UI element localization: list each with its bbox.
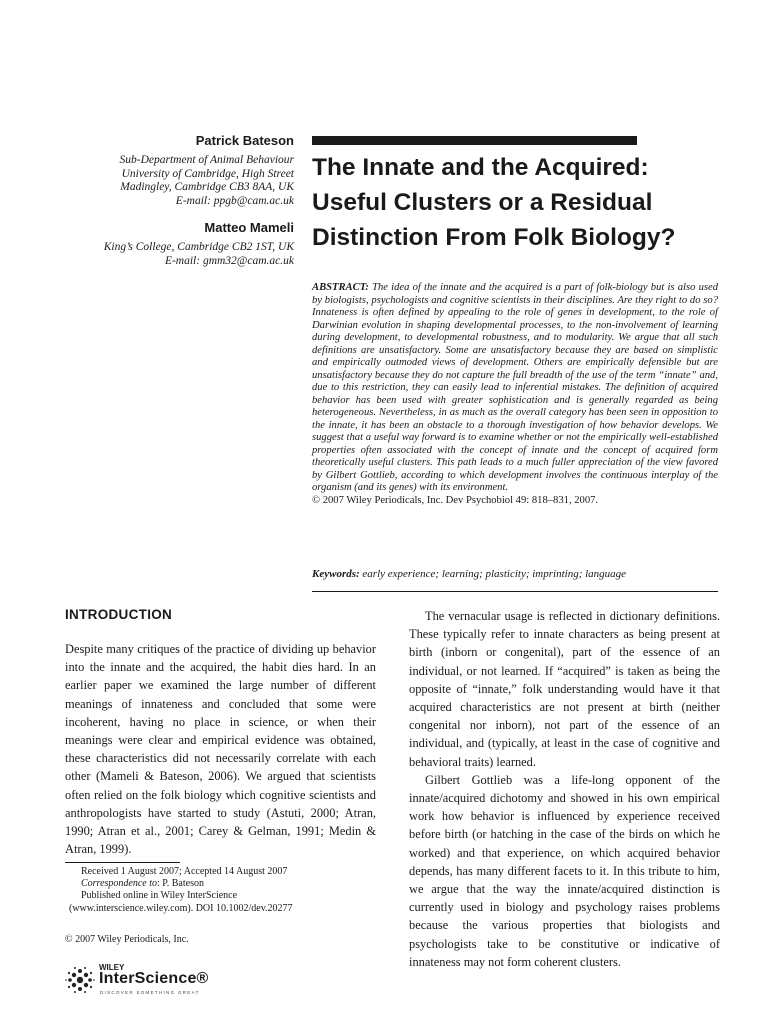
- logo-interscience-text: InterScience®: [99, 970, 209, 987]
- publisher-logo: [65, 963, 245, 997]
- footnote-doi: (www.interscience.wiley.com). DOI 10.1002/dev.20277: [69, 902, 293, 914]
- right-column: [409, 607, 720, 971]
- title-line: The Innate and the Acquired:: [312, 154, 649, 181]
- author-affiliation-line: Madingley, Cambridge CB3 8AA, UK: [120, 181, 294, 193]
- body-paragraph: The vernacular usage is reflected in dictionary definitions. These typically refer to innate characters as being present at birth (inborn or congenital), part of the essence of an individual, or not learned. If “acquired” is taken as being the opposite of “innate,” folk understanding would have it that acquired characteristics are not present at birth (neither congenital nor inborn), not part of the essence of an individual, and (typically, at least in the case of cognitive and behavioral traits) learned.: [409, 609, 720, 769]
- footnote-correspondence: [65, 878, 376, 890]
- author-name: Matteo Mameli: [204, 220, 294, 235]
- author-affiliation-line: University of Cambridge, High Street: [121, 167, 294, 180]
- author-2: [34, 220, 294, 268]
- title-line: Distinction From Folk Biology?: [312, 224, 676, 251]
- footnote: [65, 866, 376, 915]
- abstract-text: The idea of the innate and the acquired is a part of folk-biology but is also used by biologists, psychologists and cognitive scientists in their disciplines. Are they right to do so? Innateness is often defined by appealing to the role of genes in development, to the role of Darwinian evolution in shaping developmental processes, to the non-involvement of learning during development, to developmental robustness, and to modularity. We argue that all such definitions are unsatisfactory. Some are unsatisfactory because they are based on simplistic and empirically outmoded views of development. Others are empirically defensible but are unsatisfactory because they do not capture the full breadth of the use of the term “innate” and, due to this restriction, they can easily lead to inferential mistakes. The definition of acquired behavior has been used with greater sophistication and is generally regarded as being heterogeneous. Nevertheless, in as much as the overall category has been seen in opposition to the innate, it has been an obstacle to a thorough investigation of how behavior develops. We suggest that a useful way forward is to examine whether or not the empirically well-established properties often associated with the concept of innate and the concept of acquired form theoretically useful clusters. This path leads to a much fuller appreciation of the view favored by Gilbert Gottlieb, according to which development involves the continuous interplay of the organism (and its genes) with its environment.: [312, 282, 718, 493]
- keywords-text: early experience; learning; plasticity; imprinting; language: [362, 568, 627, 580]
- dot-sphere-icon: [65, 965, 97, 995]
- author-email: E-mail: gmm32@cam.ac.uk: [164, 254, 294, 267]
- footnote-rule: [65, 862, 180, 863]
- logo-tagline: DISCOVER SOMETHING GREAT: [100, 990, 200, 995]
- footnote-correspondence-value: : P. Bateson: [157, 878, 204, 890]
- section-heading: INTRODUCTION: [65, 607, 173, 622]
- logo-wiley-text: WILEY: [99, 963, 125, 972]
- author-1: [34, 133, 294, 208]
- title-line: Useful Clusters or a Residual: [312, 189, 653, 216]
- body-paragraph: Gilbert Gottlieb was a life-long opponent of the innate/acquired dichotomy and showed in his own empirical work how behavior is influenced by experience received before birth (or hatching in the case of the birds on which he worked) and that experience, on which acquired behavior depends, has many different facets to it. In this tribute to him, we argue that the way the innate/acquired distinction is currently used in biology and psychology raises problems because the various properties that biologists and psychologists take to be constitutive or indicative of innateness may not form coherent clusters.: [409, 772, 720, 969]
- footnote-received: Received 1 August 2007; Accepted 14 August 2007: [81, 866, 288, 877]
- author-affiliation-line: King’s College, Cambridge CB2 1ST, UK: [103, 241, 294, 253]
- title-rule: [312, 136, 637, 145]
- abstract-label: ABSTRACT:: [312, 282, 369, 293]
- author-affiliation-line: Sub-Department of Animal Behaviour: [119, 154, 294, 166]
- page-copyright: © 2007 Wiley Periodicals, Inc.: [65, 934, 189, 945]
- author-email: E-mail: ppgb@cam.ac.uk: [175, 194, 294, 207]
- keywords: [312, 568, 732, 580]
- author-block: [34, 133, 294, 268]
- keywords-label: Keywords:: [312, 568, 360, 580]
- footnote-published: Published online in Wiley InterScience: [81, 890, 238, 902]
- abstract-copyright: © 2007 Wiley Periodicals, Inc. Dev Psychobiol 49: 818–831, 2007.: [312, 494, 599, 506]
- abstract-divider: [312, 591, 718, 592]
- body-paragraph: Despite many critiques of the practice of dividing up behavior into the innate and the acquired, the habit dies hard. In an earlier paper we examined the large number of different meanings of innateness and concluded that some were incoherent, having no place in science, or when their meanings were clear and empirical evidence was obtained, these characteristics did not necessarily correlate with each other (Mameli & Bateson, 2006). We argued that scientists often relied on the folk biology which cognitive scientists and anthropologists have started to study (Astuti, 2000; Atran, 1990; Atran et al., 2001; Carey & Gelman, 1991; Medin & Atran, 1999).: [65, 642, 376, 857]
- author-name: Patrick Bateson: [195, 133, 294, 148]
- footnote-correspondence-label: Correspondence to: [81, 878, 158, 890]
- paper-title: [312, 150, 752, 255]
- abstract: [312, 282, 718, 507]
